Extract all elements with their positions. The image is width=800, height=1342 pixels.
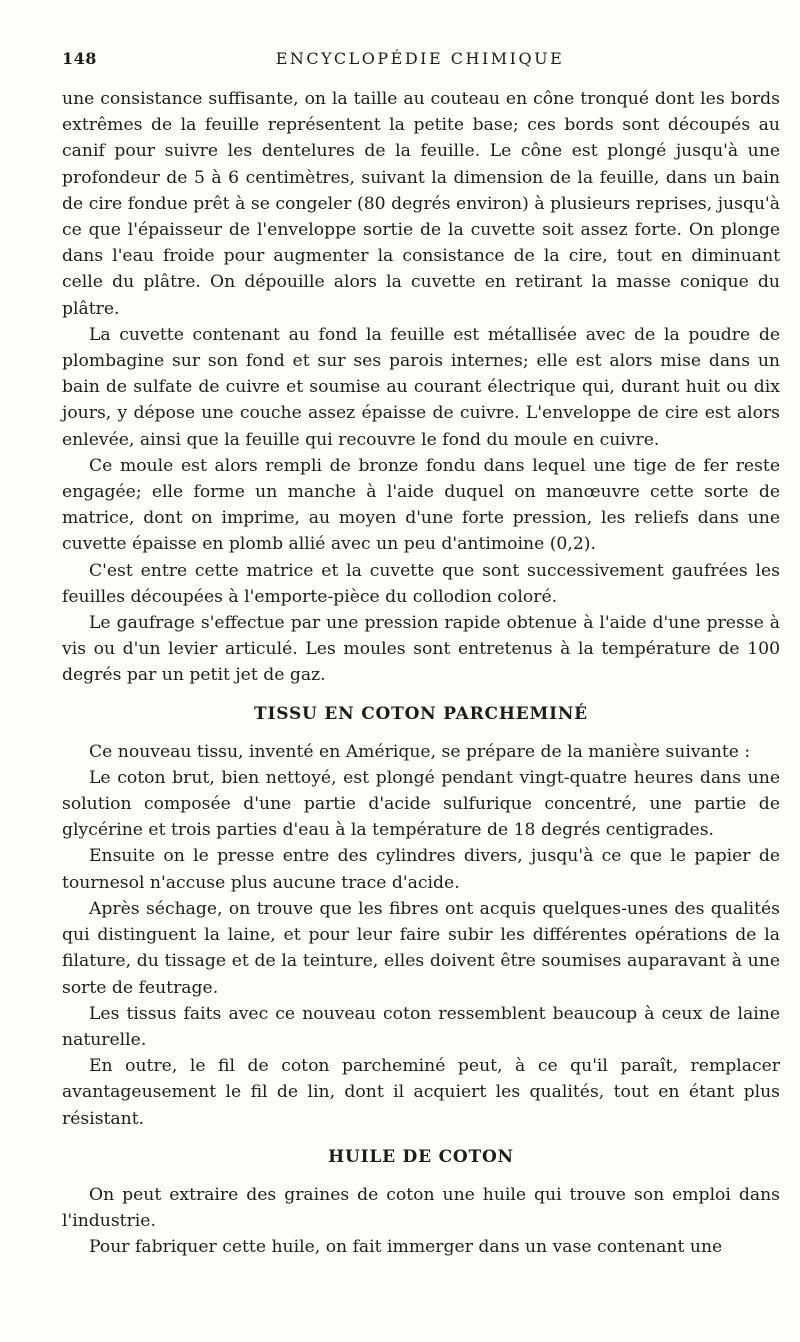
- paragraph: Après séchage, on trouve que les fibres ont acquis quelques-unes des qualités qui distinguent la laine, et pour leur faire subir les différentes opérations de la filature, du tissage et de la teinture, elles doivent être soumises auparavant à une sorte de feutrage.: [62, 898, 780, 998]
- paragraph: Ensuite on le presse entre des cylindres divers, jusqu'à ce que le papier de tournesol n'accuse plus aucune trace d'acide.: [62, 846, 780, 893]
- paragraph: Ce moule est alors rempli de bronze fondu dans lequel une tige de fer reste engagée; elle forme un manche à l'aide duquel on manœuvre cette sorte de matrice, dont on imprime, au moyen d'une forte pression, les reliefs dans une cuvette épaisse en plomb allié avec un peu d'antimoine (0,2).: [62, 455, 780, 555]
- paragraph: Ce nouveau tissu, inventé en Amérique, se prépare de la manière suivante :: [89, 741, 751, 762]
- paragraph: une consistance suffisante, on la taille au couteau en cône tronqué dont les bords extrêmes de la feuille représentent la petite base; ces bords sont découpés au canif pour suivre les dentelures de la feuille. Le cône est plongé jusqu'à une profondeur de 5 à 6 centimètres, suivant la dimension de la feuille, dans un bain de cire fondue prêt à se congeler (80 degrés environ) à plusieurs reprises, jusqu'à ce que l'épaisseur de l'enveloppe sortie de la cuvette soit assez forte. On plonge dans l'eau froide pour augmenter la consistance de la cire, tout en diminuant celle du plâtre. On dépouille alors la cuvette en retirant la masse conique du plâtre.: [62, 89, 780, 319]
- paragraph: La cuvette contenant au fond la feuille est métallisée avec de la poudre de plombagine sur son fond et sur ses parois internes; elle est alors mise dans un bain de sulfate de cuivre et soumise au courant électrique qui, durant huit ou dix jours, y dépose une couche assez épaisse de cuivre. L'enveloppe de cire est alors enlevée, ainsi que la feuille qui recouvre le fond du moule en cuivre.: [62, 324, 780, 450]
- paragraph: Les tissus faits avec ce nouveau coton ressemblent beaucoup à ceux de laine naturelle.: [62, 1003, 780, 1050]
- page-body: [62, 86, 780, 1260]
- paragraph: Le gaufrage s'effectue par une pression rapide obtenue à l'aide d'une presse à vis ou d'un levier articulé. Les moules sont entretenus à la température de 100 degrés par un petit jet de gaz.: [62, 613, 780, 686]
- paragraph: Pour fabriquer cette huile, on fait immerger dans un vase contenant une: [89, 1237, 723, 1258]
- paragraph: Le coton brut, bien nettoyé, est plongé pendant vingt-quatre heures dans une solution composée d'une partie d'acide sulfurique concentré, une partie de glycérine et trois parties d'eau à la température de 18 degrés centigrades.: [62, 767, 780, 841]
- running-title: ENCYCLOPÉDIE CHIMIQUE: [275, 49, 565, 68]
- running-header: [62, 49, 778, 73]
- section-heading: HUILE DE COTON: [328, 1146, 514, 1167]
- paragraph: On peut extraire des graines de coton une huile qui trouve son emploi dans l'industrie.: [62, 1184, 780, 1231]
- paragraph: En outre, le fil de coton parcheminé peut, à ce qu'il paraît, remplacer avantageusement le fil de lin, dont il acquiert les qualités, tout en étant plus résistant.: [62, 1056, 780, 1129]
- section-heading: TISSU EN COTON PARCHEMINÉ: [254, 703, 588, 724]
- page-number: 148: [62, 49, 97, 68]
- paragraph: C'est entre cette matrice et la cuvette que sont successivement gaufrées les feuilles découpées à l'emporte-pièce du collodion coloré.: [62, 560, 780, 607]
